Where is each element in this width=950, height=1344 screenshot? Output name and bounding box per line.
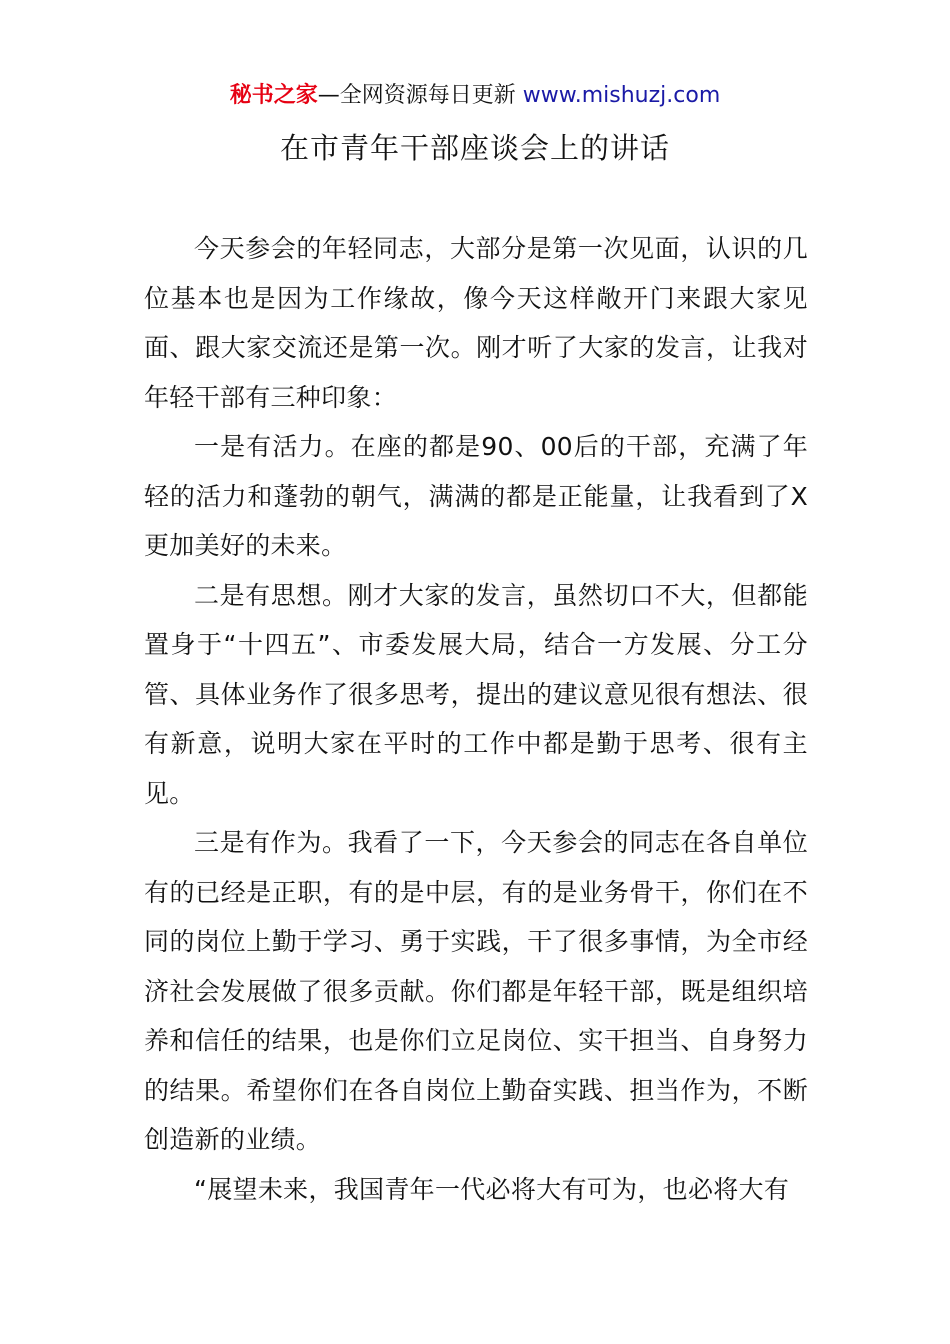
site-url-link[interactable]: www.mishuzj.com: [522, 83, 721, 108]
paragraph-intro: 今天参会的年轻同志，大部分是第一次见面，认识的几位基本也是因为工作缘故，像今天这样敞开门来跟大家见面、跟大家交流还是第一次。刚才听了大家的发言，让我对年轻干部有三种印象：: [144, 234, 808, 412]
document-title: 在市青年干部座谈会上的讲话: [279, 131, 670, 165]
paragraph-point-1: 一是有活力。在座的都是90、00后的干部，充满了年轻的活力和蓬勃的朝气，满满的都是正能量，让我看到了X更加美好的未来。: [144, 432, 808, 560]
paragraph-quote: “展望未来，我国青年一代必将大有可为，也必将大有: [194, 1174, 790, 1204]
paragraph-point-2: 二是有思想。刚才大家的发言，虽然切口不大，但都能置身于“十四五”、市委发展大局，结合一方发展、分工分管、具体业务作了很多思考，提出的建议意见很有想法、很有新意，说明大家在平时的工作中都是勤于思考、很有主见。: [144, 580, 808, 808]
brand-name: 秘书之家: [229, 83, 318, 108]
site-header: [0, 80, 950, 112]
document-body: [144, 224, 808, 1214]
header-tagline: —全网资源每日更新: [317, 83, 523, 108]
paragraph-point-3: 三是有作为。我看了一下，今天参会的同志在各自单位有的已经是正职，有的是中层，有的是业务骨干，你们在不同的岗位上勤于学习、勇于实践，干了很多事情，为全市经济社会发展做了很多贡献。你们都是年轻干部，既是组织培养和信任的结果，也是你们立足岗位、实干担当、自身努力的结果。希望你们在各自岗位上勤奋实践、担当作为，不断创造新的业绩。: [144, 828, 808, 1154]
